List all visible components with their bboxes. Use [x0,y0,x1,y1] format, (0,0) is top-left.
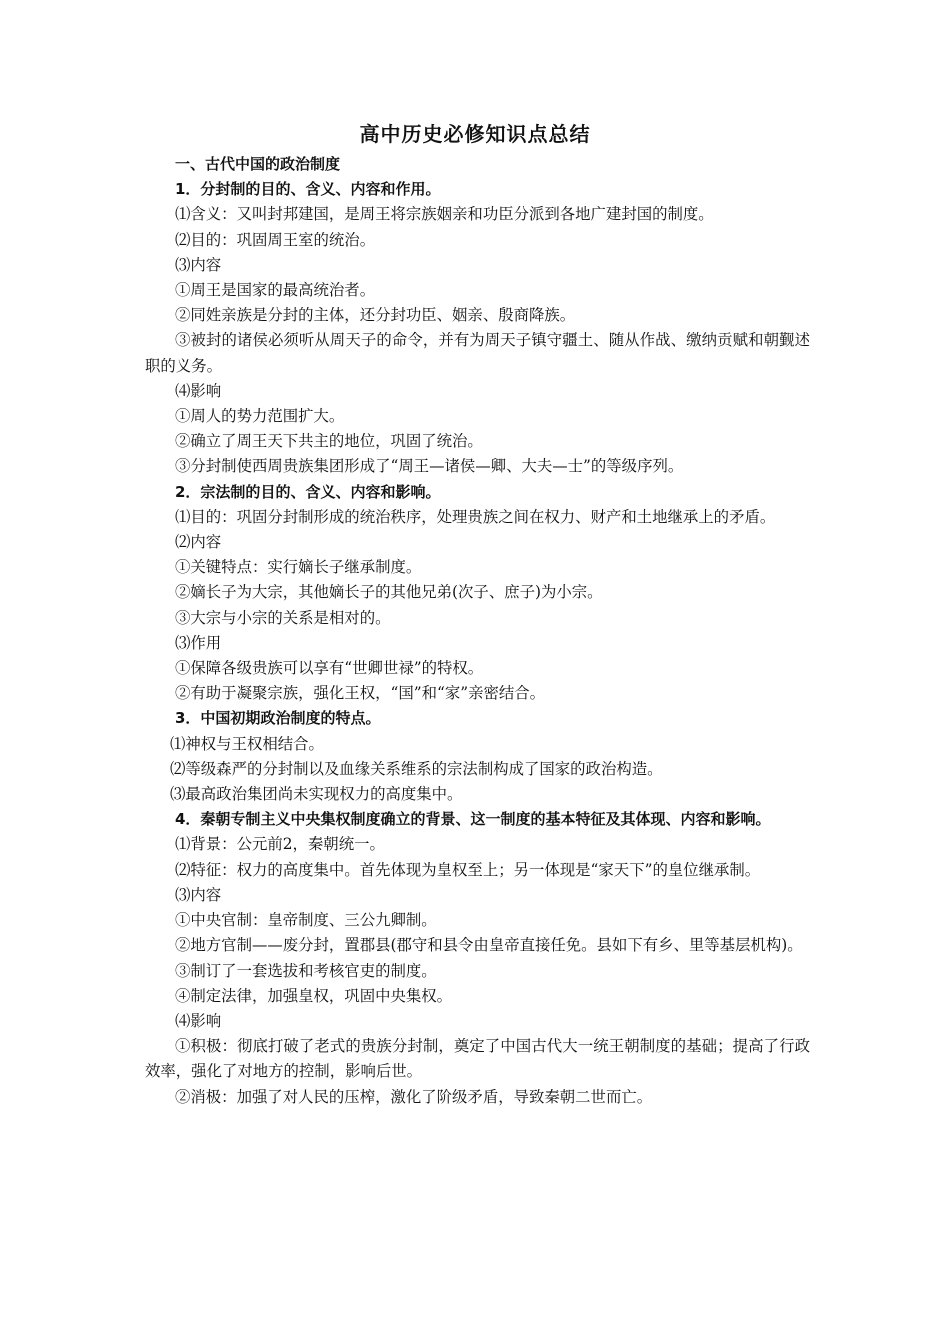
q2-content-label: ⑵内容 [175,533,222,552]
question-2-heading: 2．宗法制的目的、含义、内容和影响。 [175,482,441,501]
q1-meaning: ⑴含义：又叫封邦建国，是周王将宗族姻亲和功臣分派到各地广建封国的制度。 [175,205,714,224]
q2-content-item: ①关键特点：实行嫡长子继承制度。 [175,558,422,577]
q3-feature-item: ⑶最高政治集团尚未实现权力的高度集中。 [170,785,463,804]
q1-effect-item: ①周人的势力范围扩大。 [175,407,345,426]
page-title: 高中历史必修知识点总结 [359,122,591,146]
question-3-heading: 3．中国初期政治制度的特点。 [175,709,381,728]
q4-effect-label: ⑷影响 [175,1011,222,1030]
q4-content-item: ③制订了一套选拔和考核官吏的制度。 [175,961,437,980]
q4-feature: ⑵特征：权力的高度集中。首先体现为皇权至上；另一体现是“家天下”的皇位继承制。 [175,860,761,879]
q3-feature-item: ⑵等级森严的分封制以及血缘关系维系的宗法制构成了国家的政治构造。 [170,759,663,778]
q2-purpose: ⑴目的：巩固分封制形成的统治秩序，处理贵族之间在权力、财产和土地继承上的矛盾。 [175,507,776,526]
q4-content-item: ①中央官制：皇帝制度、三公九卿制。 [175,911,437,930]
q4-background: ⑴背景：公元前2，秦朝统一。 [175,835,385,854]
q2-content-item: ③大宗与小宗的关系是相对的。 [175,608,391,627]
q1-effect-item: ③分封制使西周贵族集团形成了“周王—诸侯—卿、大夫—士”的等级序列。 [175,457,684,476]
q2-effect-item: ①保障各级贵族可以享有“世卿世禄”的特权。 [175,659,484,678]
q2-content-item: ②嫡长子为大宗，其他嫡长子的其他兄弟(次子、庶子)为小宗。 [175,583,603,602]
q4-effect-item: ②消极：加强了对人民的压榨，激化了阶级矛盾，导致秦朝二世而亡。 [175,1087,653,1106]
q1-content-label: ⑶内容 [175,255,222,274]
q1-content-item: ②同姓亲族是分封的主体，还分封功臣、姻亲、殷商降族。 [175,306,576,325]
document-body [145,152,810,1110]
q1-effect-item: ②确立了周王天下共主的地位，巩固了统治。 [175,432,483,451]
q1-effect-label: ⑷影响 [175,381,222,400]
q2-effect-label: ⑶作用 [175,633,222,652]
q4-content-item: ④制定法律，加强皇权，巩固中央集权。 [175,986,453,1005]
q4-content-item: ②地方官制——废分封，置郡县(郡守和县令由皇帝直接任免。县如下有乡、里等基层机构)。 [175,936,803,955]
q1-content-item: ①周王是国家的最高统治者。 [175,281,376,300]
q2-effect-item: ②有助于凝聚宗族，强化王权，“国”和“家”亲密结合。 [175,684,546,703]
question-1-heading: 1．分封制的目的、含义、内容和作用。 [175,180,441,199]
q1-purpose: ⑵目的：巩固周王室的统治。 [175,230,376,249]
q4-effect-item: ①积极：彻底打破了老式的贵族分封制，奠定了中国古代大一统王朝制度的基础；提高了行政效率，强化了对地方的控制，影响后世。 [145,1037,810,1081]
question-4-heading: 4．秦朝专制主义中央集权制度确立的背景、这一制度的基本特征及其体现、内容和影响。 [175,810,771,829]
q1-content-item: ③被封的诸侯必须听从周天子的命令，并有为周天子镇守疆土、随从作战、缴纳贡赋和朝觐述职的义务。 [145,331,810,375]
q3-feature-item: ⑴神权与王权相结合。 [170,734,324,753]
section-heading: 一、古代中国的政治制度 [175,155,341,173]
q4-content-label: ⑶内容 [175,885,222,904]
